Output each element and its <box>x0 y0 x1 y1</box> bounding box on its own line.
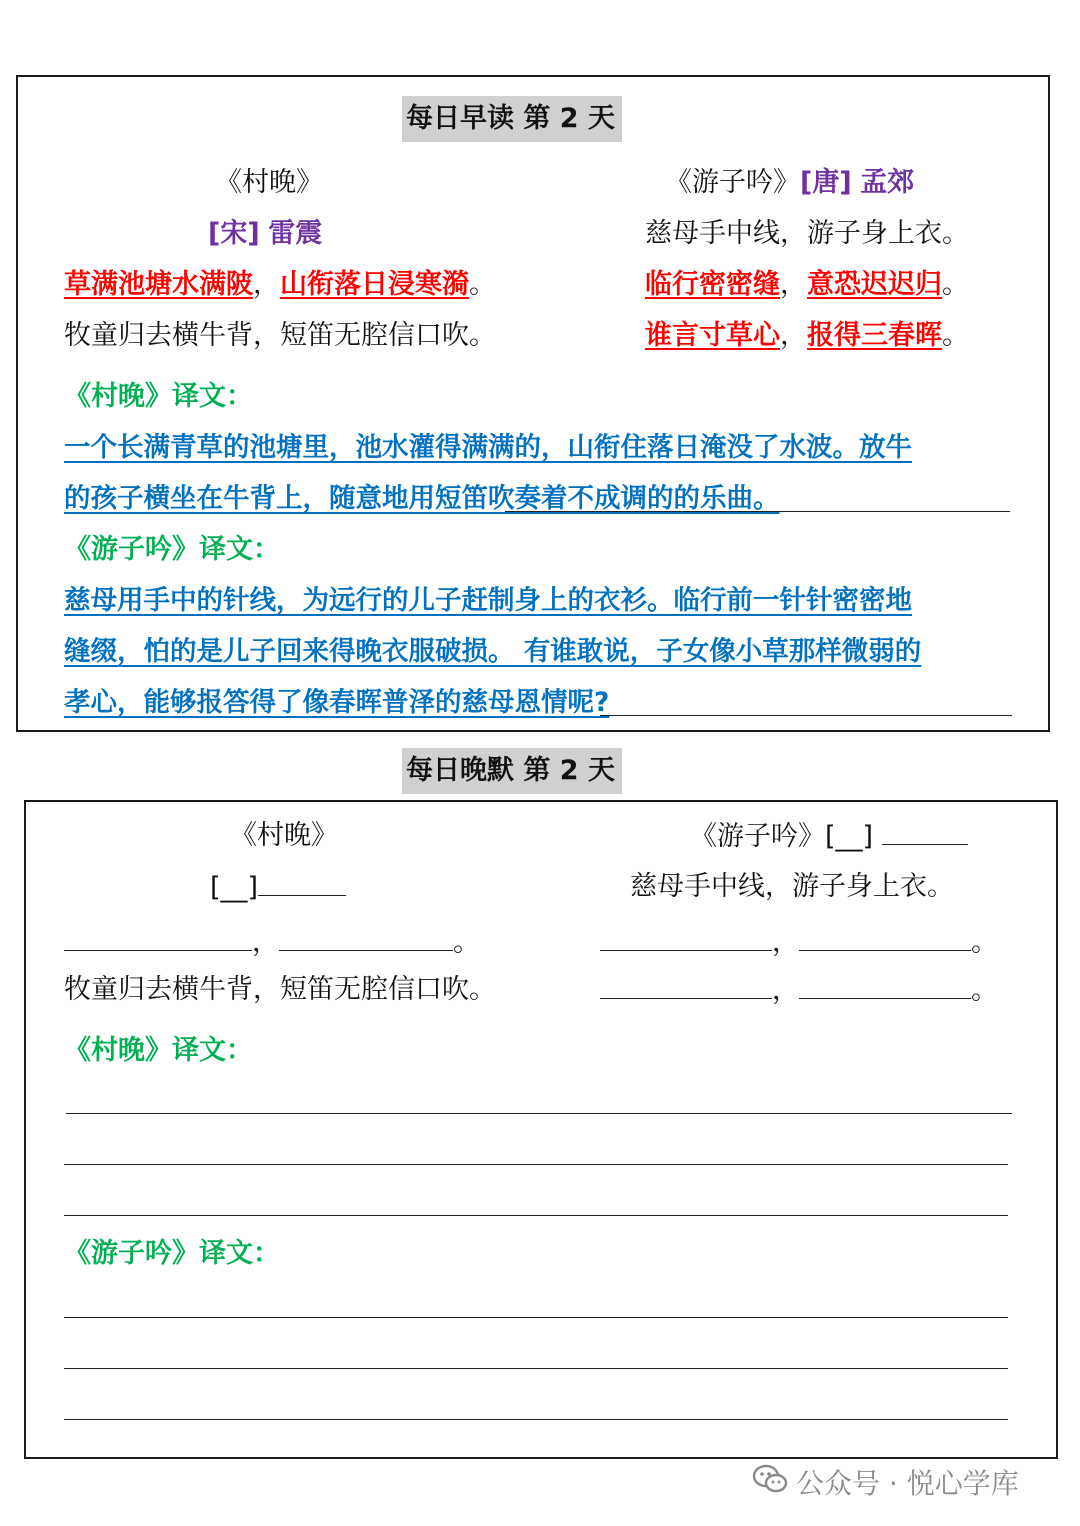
youziyin-line-3 <box>645 316 969 356</box>
youziyin-line-3b: 报得三春晖 <box>807 320 942 351</box>
youziyin-translation-label: 《游子吟》译文： <box>64 534 280 565</box>
author-blank[interactable] <box>882 816 968 845</box>
fill-blank[interactable] <box>279 922 453 951</box>
author-blank[interactable] <box>258 867 346 896</box>
punct: 。 <box>971 927 998 958</box>
watermark <box>752 1462 1019 1502</box>
underline-rule <box>505 511 1010 512</box>
answer-line[interactable] <box>64 1419 1008 1420</box>
punct: ， <box>780 269 807 300</box>
cunwan-line-1a: 草满池塘水满陂 <box>64 269 253 300</box>
youziyin-translation-line: 慈母用手中的针线，为远行的儿子赶制身上的衣衫。临行前一针针密密地 <box>64 585 912 616</box>
fill-blank[interactable] <box>799 970 971 999</box>
punct: ， <box>772 975 799 1006</box>
morning-title: 每日早读 第 2 天 <box>402 96 622 142</box>
punct: 。 <box>942 269 969 300</box>
cunwan-title: 《村晚》 <box>215 167 323 198</box>
answer-line[interactable] <box>64 1164 1008 1165</box>
evening-youziyin-translation-label: 《游子吟》译文： <box>64 1238 280 1269</box>
youziyin-line-2a: 临行密密缝 <box>645 269 780 300</box>
cunwan-translation-line: 一个长满青草的池塘里，池水灌得满满的，山衔住落日淹没了水波。放牛 <box>64 432 912 463</box>
evening-title: 每日晚默 第 2 天 <box>402 748 622 794</box>
cunwan-line-1b: 山衔落日浸寒漪 <box>280 269 469 300</box>
evening-cunwan-line-2: 牧童归去横牛背，短笛无腔信口吹。 <box>64 974 496 1005</box>
youziyin-translation-line: 缝缀，怕的是儿子回来得晚衣服破损。 有谁敢说，子女像小草那样微弱的 <box>64 636 922 667</box>
answer-line[interactable] <box>64 1317 1008 1318</box>
cunwan-line-2: 牧童归去横牛背，短笛无腔信口吹。 <box>64 320 496 351</box>
cunwan-translation-label: 《村晚》译文： <box>64 381 253 412</box>
youziyin-title <box>665 163 914 203</box>
punct: 。 <box>453 927 480 958</box>
cunwan-author-name: 雷震 <box>268 218 323 249</box>
evening-youziyin-line-3 <box>600 970 998 1011</box>
evening-youziyin-line-1: 慈母手中线，游子身上衣。 <box>630 871 954 902</box>
cunwan-translation-line: 的孩子横坐在牛背上，随意地用短笛吹奏着不成调的的乐曲。 <box>64 483 780 514</box>
youziyin-author: 孟郊 <box>860 167 915 198</box>
punct: ， <box>252 927 279 958</box>
youziyin-line-3a: 谁言寸草心 <box>645 320 780 351</box>
evening-cunwan-title: 《村晚》 <box>230 820 338 851</box>
evening-cunwan-translation-label: 《村晚》译文： <box>64 1035 253 1066</box>
cunwan-dynasty: [宋] <box>208 218 260 249</box>
watermark-text: 公众号 · 悦心学库 <box>796 1467 1019 1500</box>
youziyin-dynasty: [唐] <box>800 167 852 198</box>
youziyin-line-2 <box>645 265 969 305</box>
punct: ， <box>780 320 807 351</box>
fill-blank[interactable] <box>600 922 772 951</box>
youziyin-title-text: 《游子吟》 <box>665 167 800 198</box>
fill-blank[interactable] <box>600 970 772 999</box>
evening-cunwan-line-1 <box>64 922 480 963</box>
punct: ， <box>253 269 280 300</box>
answer-line[interactable] <box>64 1215 1008 1216</box>
punct: 。 <box>469 269 496 300</box>
dynasty-blank: [__] <box>210 872 259 903</box>
wechat-icon <box>752 1464 788 1501</box>
youziyin-translation-line: 孝心，能够报答得了像春晖普泽的慈母恩情呢? <box>64 687 610 718</box>
underline-rule <box>600 715 1012 716</box>
cunwan-line-1 <box>64 265 496 305</box>
answer-line[interactable] <box>66 1113 1012 1114</box>
fill-blank[interactable] <box>64 922 252 951</box>
youziyin-line-1: 慈母手中线，游子身上衣。 <box>645 218 969 249</box>
fill-blank[interactable] <box>799 922 971 951</box>
youziyin-line-2b: 意恐迟迟归 <box>807 269 942 300</box>
evening-cunwan-author <box>210 867 346 908</box>
evening-youziyin-line-2 <box>600 922 998 963</box>
evening-youziyin-title-text: 《游子吟》[__] <box>690 821 874 852</box>
answer-line[interactable] <box>64 1368 1008 1369</box>
punct: 。 <box>942 320 969 351</box>
punct: 。 <box>971 975 998 1006</box>
cunwan-author <box>208 214 322 254</box>
punct: ， <box>772 927 799 958</box>
evening-youziyin-title <box>690 816 968 857</box>
